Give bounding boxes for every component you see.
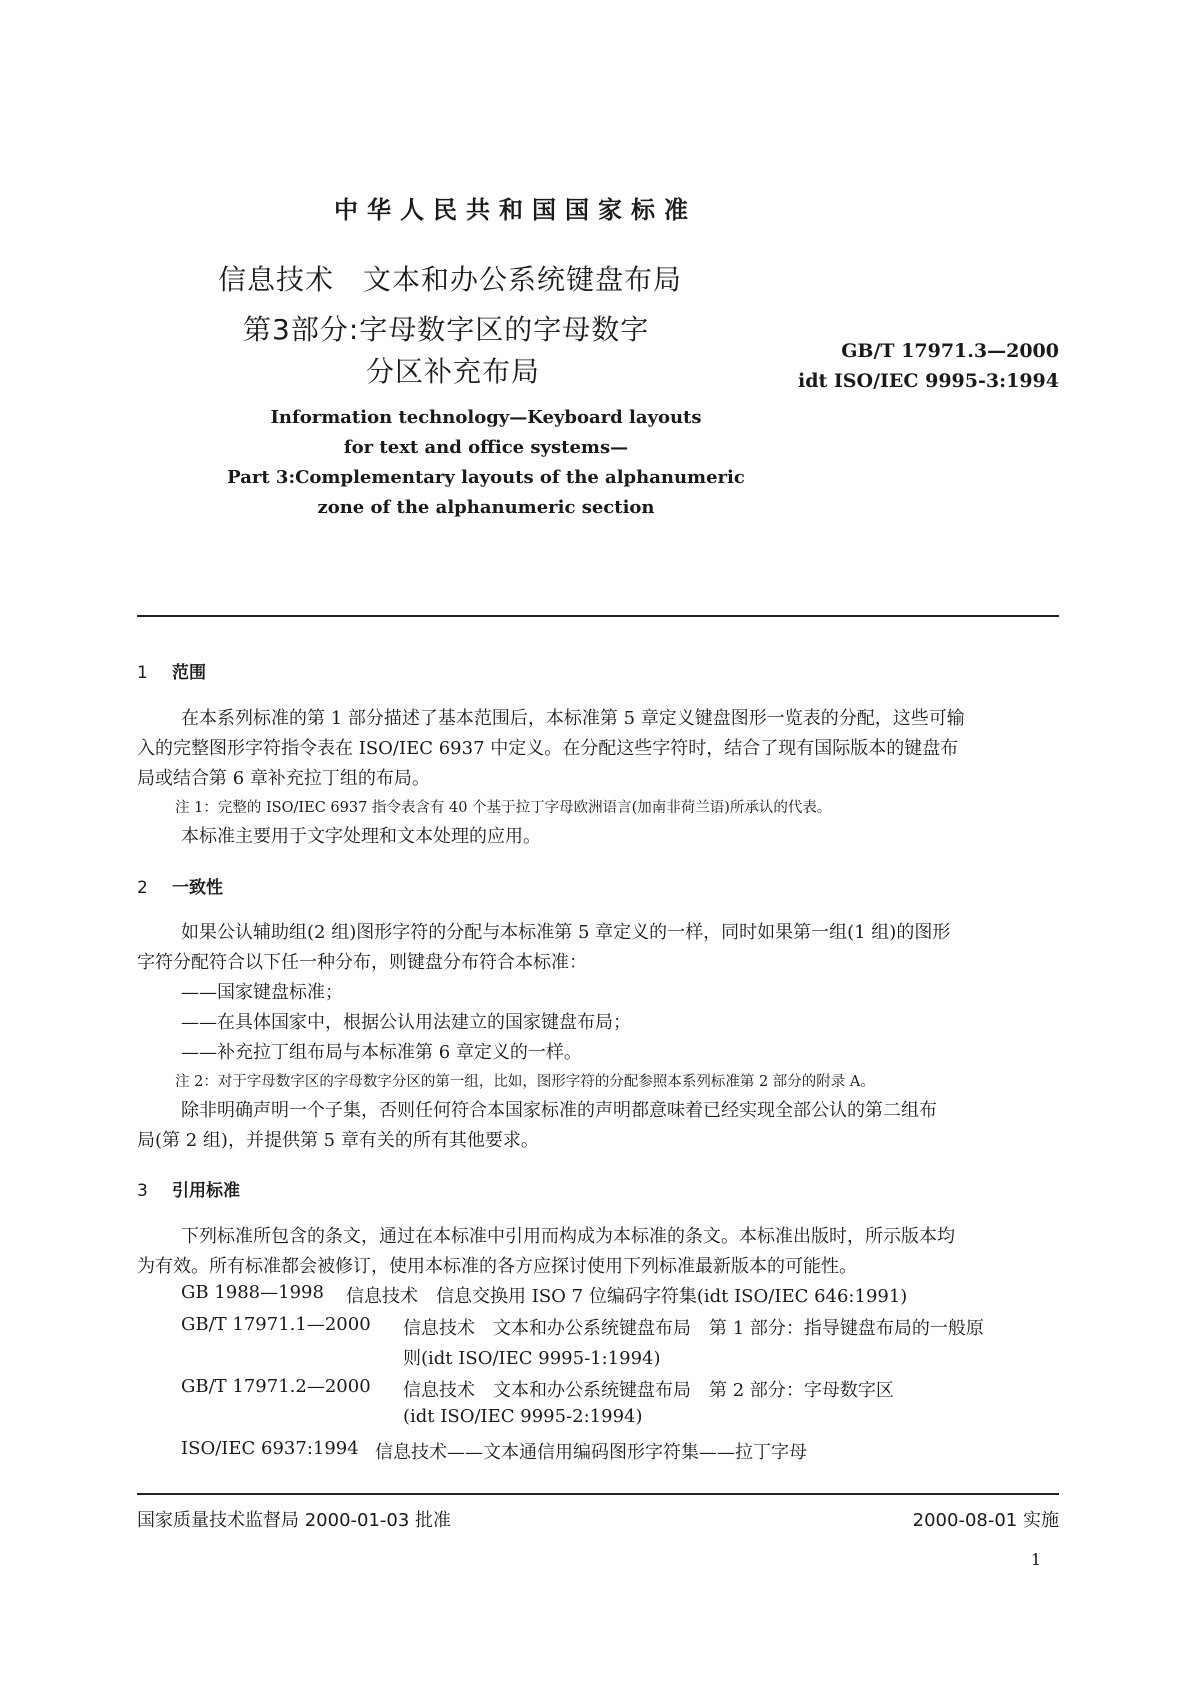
reference-code: GB/T 17971.2—2000 <box>181 1376 371 1397</box>
section-number: 1 <box>137 663 148 683</box>
section-title: 范围 <box>172 663 206 683</box>
section-1-para-line-3: 局或结合第 6 章补充拉丁组的布局。 <box>137 768 430 789</box>
section-1-heading <box>137 658 206 683</box>
section-2-para-line-2: 字符分配符合以下任一种分布，则键盘分布符合本标准： <box>137 952 587 973</box>
list-item-3: ——补充拉丁组布局与本标准第 6 章定义的一样。 <box>181 1042 582 1063</box>
title-line-1: 信息技术 文本和办公系统键盘布局 <box>218 263 683 296</box>
reference-code: ISO/IEC 6937:1994 <box>181 1438 359 1459</box>
header-divider <box>137 615 1059 617</box>
reference-title-continued: (idt ISO/IEC 9995-2:1994) <box>403 1406 643 1427</box>
english-title-line-4: zone of the alphanumeric section <box>317 497 655 518</box>
section-number: 3 <box>137 1181 148 1201</box>
section-1-para-line-1: 在本系列标准的第 1 部分描述了基本范围后，本标准第 5 章定义键盘图形一览表的分配，这些可输 <box>181 708 965 729</box>
reference-title: 信息技术 文本和办公系统键盘布局 第 2 部分：字母数字区 <box>403 1380 894 1401</box>
section-3-para-line-1: 下列标准所包含的条文，通过在本标准中引用而构成为本标准的条文。本标准出版时，所示版本均 <box>181 1226 955 1247</box>
list-item-1: ——国家键盘标准； <box>181 982 343 1003</box>
note-1: 注 1：完整的 ISO/IEC 6937 指令表含有 40 个基于拉丁字母欧洲语言(加南非荷兰语)所承认的代表。 <box>175 800 832 816</box>
standard-code: GB/T 17971.3—2000 <box>841 340 1059 362</box>
idt-reference: idt ISO/IEC 9995-3:1994 <box>798 370 1059 392</box>
english-title-line-2: for text and office systems— <box>343 437 629 458</box>
reference-code: GB 1988—1998 <box>181 1282 324 1303</box>
reference-code: GB/T 17971.1—2000 <box>181 1314 371 1335</box>
title-line-2: 第3部分:字母数字区的字母数字 <box>243 313 650 346</box>
list-item-2: ——在具体国家中，根据公认用法建立的国家键盘布局； <box>181 1012 631 1033</box>
reference-title: 信息技术——文本通信用编码图形字符集——拉丁字母 <box>375 1442 807 1463</box>
english-title-line-1: Information technology—Keyboard layouts <box>270 407 702 428</box>
section-2-heading <box>137 873 223 898</box>
section-3-para-line-2: 为有效。所有标准都会被修订，使用本标准的各方应探讨使用下列标准最新版本的可能性。 <box>137 1256 857 1277</box>
section-title: 引用标准 <box>172 1181 240 1201</box>
reference-title: 信息技术 信息交换用 ISO 7 位编码字符集(idt ISO/IEC 646:1991) <box>346 1286 908 1307</box>
section-1-para-line-2: 入的完整图形字符指令表在 ISO/IEC 6937 中定义。在分配这些字符时，结合了现有国际版本的键盘布 <box>137 738 959 759</box>
section-title: 一致性 <box>172 878 223 898</box>
section-2-para-line-1: 如果公认辅助组(2 组)图形字符的分配与本标准第 5 章定义的一样，同时如果第一组(1 组)的图形 <box>181 922 951 943</box>
reference-title-continued: 则(idt ISO/IEC 9995-1:1994) <box>403 1348 661 1369</box>
national-standard-heading: 中华人民共和国国家标准 <box>334 196 697 224</box>
note-2: 注 2：对于字母数字区的字母数字分区的第一组，比如，图形字符的分配参照本系列标准第 2 部分的附录 A。 <box>175 1074 875 1090</box>
section-1-para-2: 本标准主要用于文字处理和文本处理的应用。 <box>181 826 541 847</box>
effective-date: 2000-08-01 实施 <box>912 1510 1059 1531</box>
footer-divider <box>137 1493 1059 1495</box>
approval-line: 国家质量技术监督局 2000-01-03 批准 <box>137 1510 452 1531</box>
english-title-line-3: Part 3:Complementary layouts of the alphanumeric <box>227 467 745 488</box>
section-3-heading <box>137 1176 240 1201</box>
section-number: 2 <box>137 878 148 898</box>
page-number: 1 <box>1030 1550 1041 1569</box>
section-2-para-2-line-2: 局(第 2 组)，并提供第 5 章有关的所有其他要求。 <box>137 1130 539 1151</box>
title-line-3: 分区补充布局 <box>366 355 541 388</box>
section-2-para-2-line-1: 除非明确声明一个子集，否则任何符合本国家标准的声明都意味着已经实现全部公认的第二组布 <box>181 1100 937 1121</box>
reference-title: 信息技术 文本和办公系统键盘布局 第 1 部分：指导键盘布局的一般原 <box>403 1318 984 1339</box>
